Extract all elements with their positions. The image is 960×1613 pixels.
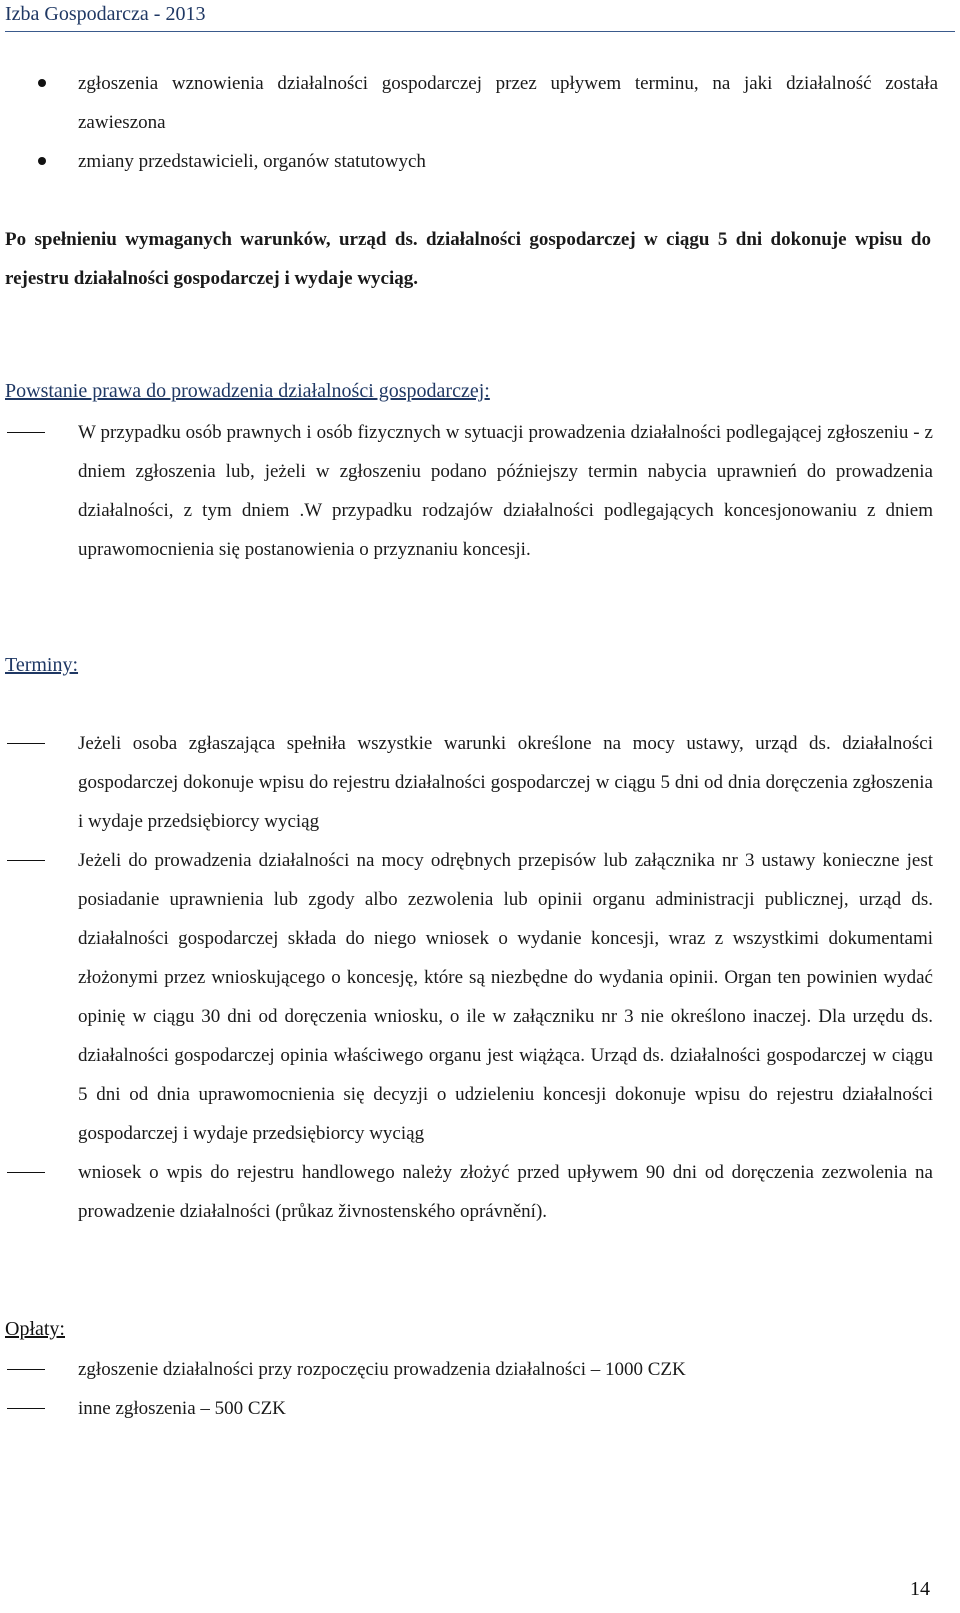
dash-bullet-icon — [7, 1408, 45, 1409]
section-heading-powstanie: Powstanie prawa do prowadzenia działalności gospodarczej: — [5, 380, 490, 402]
list-item — [5, 1350, 933, 1389]
bullet-dot-icon — [38, 79, 46, 87]
dash-bullet-icon — [7, 743, 45, 744]
terminy-list — [5, 724, 933, 1231]
list-item — [38, 64, 938, 142]
intro-paragraph: Po spełnieniu wymaganych warunków, urząd ds. działalności gospodarczej w ciągu 5 dni dokonuje wpisu do rejestru działalności gospodarczej i wydaje wyciąg. — [5, 229, 931, 289]
dash-bullet-icon — [7, 1369, 45, 1370]
list-item-text: zmiany przedstawicieli, organów statutowych — [78, 151, 426, 172]
list-item-text: zgłoszenie działalności przy rozpoczęciu prowadzenia działalności – 1000 CZK — [78, 1359, 686, 1380]
page-header-title: Izba Gospodarcza - 2013 — [5, 3, 206, 25]
header-divider — [5, 31, 955, 32]
bullet-dot-icon — [38, 157, 46, 165]
page-number: 14 — [910, 1578, 930, 1600]
dash-bullet-icon — [7, 1172, 45, 1173]
list-item-text: Jeżeli do prowadzenia działalności na mocy odrębnych przepisów lub załącznika nr 3 ustawy konieczne jest posiadanie uprawnienia lub zgody albo zezwolenia lub opinii organu administracji publicznej, urząd ds. działalności gospodarczej składa do niego wniosek o wydanie koncesji, wraz z wszystkimi dokumentami złożonymi przez wnioskującego o koncesję, które są niezbędne do wydania opinii. Organ ten powinien wydać opinię w ciągu 30 dni od doręczenia wniosku, o ile w załączniku nr 3 nie określono inaczej. Dla urzędu ds. działalności gospodarczej opinia właściwego organu jest wiążąca. Urząd ds. działalności gospodarczej w ciągu 5 dni od dnia uprawomocnienia się decyzji o udzieleniu koncesji dokonuje wpisu do rejestru działalności gospodarczej i wydaje przedsiębiorcy wyciąg — [78, 850, 933, 1144]
list-item-text: zgłoszenia wznowienia działalności gospodarczej przez upływem terminu, na jaki działalność została zawieszona — [78, 73, 938, 133]
list-item — [5, 1389, 933, 1428]
list-item — [5, 724, 933, 841]
list-item-text: W przypadku osób prawnych i osób fizycznych w sytuacji prowadzenia działalności podlegającej zgłoszeniu - z dniem zgłoszenia lub, jeżeli w zgłoszeniu podano późniejszy termin nabycia uprawnień do prowadzenia działalności, z tym dniem .W przypadku rodzajów działalności podlegających koncesjonowaniu z dniem uprawomocnienia się postanowienia o przyznaniu koncesji. — [78, 422, 933, 560]
intro-bullet-list — [38, 64, 938, 181]
list-item — [5, 841, 933, 1153]
list-item-text: inne zgłoszenia – 500 CZK — [78, 1398, 286, 1419]
oplaty-list — [5, 1350, 933, 1428]
list-item — [5, 413, 933, 569]
powstanie-list — [5, 413, 933, 569]
list-item — [38, 142, 938, 181]
dash-bullet-icon — [7, 860, 45, 861]
list-item-text: Jeżeli osoba zgłaszająca spełniła wszystkie warunki określone na mocy ustawy, urząd ds. działalności gospodarczej dokonuje wpisu do rejestru działalności gospodarczej w ciągu 5 dni od dnia doręczenia zgłoszenia i wydaje przedsiębiorcy wyciąg — [78, 733, 933, 832]
section-heading-oplaty: Opłaty: — [5, 1318, 65, 1340]
list-item-text: wniosek o wpis do rejestru handlowego należy złożyć przed upływem 90 dni od doręczenia zezwolenia na prowadzenie działalności (průkaz živnostenského oprávnění). — [78, 1162, 933, 1222]
list-item — [5, 1153, 933, 1231]
section-heading-terminy: Terminy: — [5, 654, 79, 676]
dash-bullet-icon — [7, 432, 45, 433]
